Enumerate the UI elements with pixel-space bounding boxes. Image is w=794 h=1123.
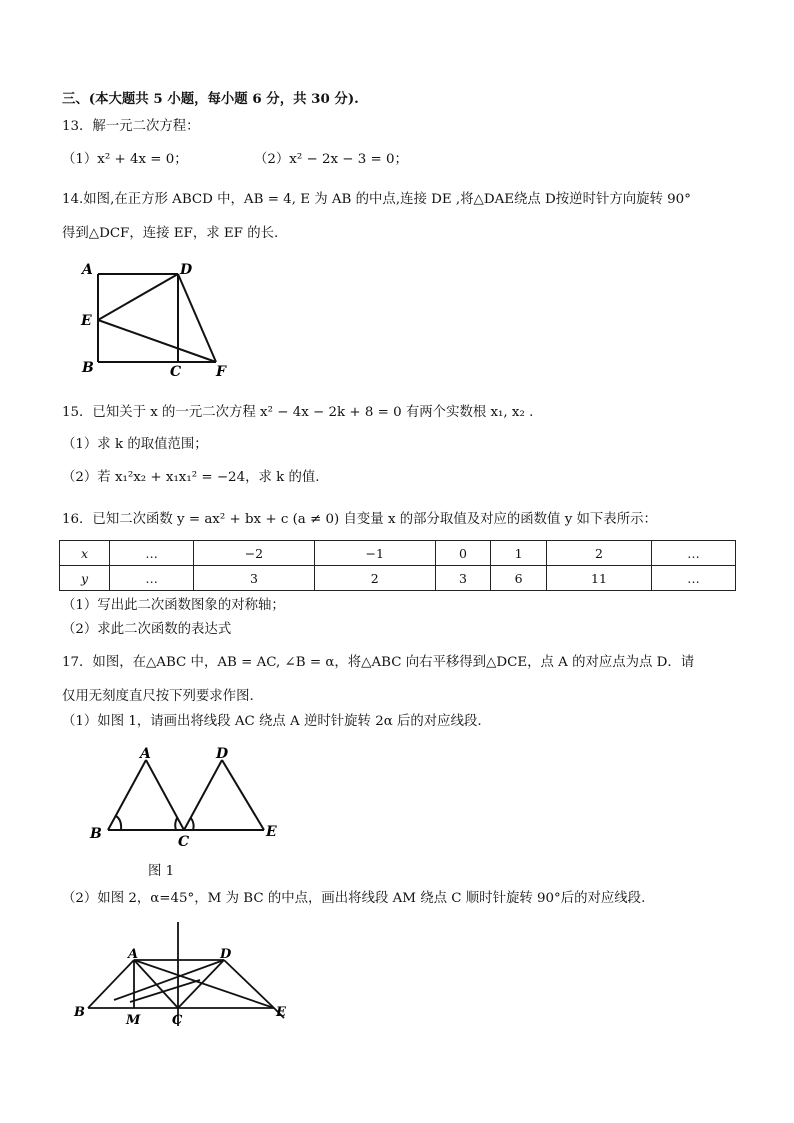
values-table [59,540,736,591]
q15-part2: （2）若 x₁²x₂ + x₁x₁² = −24，求 k 的值. [62,470,320,485]
table-header-x: x [60,541,110,566]
figure1-caption: 图 1 [148,864,175,879]
table-cell: 1 [491,541,547,566]
table-cell: −2 [194,541,315,566]
table-cell: 3 [194,566,315,591]
table-cell: 3 [435,566,491,591]
table-cell: … [652,541,736,566]
q15-stem: 15．已知关于 x 的一元二次方程 x² − 4x − 2k + 8 = 0 有两个实数根 x₁, x₂ . [62,405,534,420]
label-d: D [216,746,229,762]
table-cell: −1 [314,541,435,566]
q17-part1: （1）如图 1，请画出将线段 AC 绕点 A 逆时针旋转 2α 后的对应线段. [62,714,482,729]
label-d: D [180,262,193,278]
table-cell: 11 [546,566,651,591]
q17-figure1 [86,746,286,850]
q14-line2: 得到△DCF，连接 EF，求 EF 的长. [62,226,279,241]
table-cell: … [110,566,194,591]
q14-figure [76,258,246,387]
q17-figure2 [70,920,300,1034]
square-abcd-diagram [76,258,246,383]
label-m: M [126,1013,141,1028]
label-a: A [82,262,93,278]
q13-part1: （1）x² + 4x = 0； [62,152,188,167]
label-b: B [90,826,102,842]
table-cell: 2 [546,541,651,566]
q16-stem: 16．已知二次函数 y = ax² + bx + c (a ≠ 0) 自变量 x 的部分取值及对应的函数值 y 如下表所示： [62,512,657,527]
table-cell: … [652,566,736,591]
label-c: C [172,1013,183,1028]
label-b: B [82,360,94,376]
label-e: E [81,313,92,329]
table-cell: 6 [491,566,547,591]
label-e: E [266,824,277,840]
q17-line2: 仅用无刻度直尺按下列要求作图. [62,689,254,704]
label-f: F [216,364,226,380]
q16-part2: （2）求此二次函数的表达式 [62,622,232,637]
q16-part1: （1）写出此二次函数图象的对称轴； [62,598,285,613]
label-c: C [170,364,182,380]
label-d: D [220,947,232,962]
table-cell: 0 [435,541,491,566]
q17-part2: （2）如图 2，α=45°，M 为 BC 的中点，画出将线段 AM 绕点 C 顺时针旋转 90°后的对应线段. [62,891,646,906]
q13-part2: （2）x² − 2x − 3 = 0； [254,152,408,167]
rotation-construction-diagram [70,920,300,1030]
q17-line1: 17．如图，在△ABC 中，AB = AC, ∠B = α，将△ABC 向右平移得到△DCE，点 A 的对应点为点 D．请 [62,655,695,670]
q13-stem: 13．解一元二次方程： [62,119,200,134]
table-cell: 2 [314,566,435,591]
label-a: A [140,746,151,762]
q15-part1: （1）求 k 的取值范围； [62,437,208,452]
table-row-x [60,541,736,566]
table-row-y [60,566,736,591]
q14-line1: 14.如图,在正方形 ABCD 中，AB = 4, E 为 AB 的中点,连接 DE ,将△DAE绕点 D按逆时针方向旋转 90° [62,192,691,207]
table-cell: … [110,541,194,566]
translated-triangles-diagram [86,746,286,846]
table-header-y: y [60,566,110,591]
label-b: B [74,1005,85,1020]
label-c: C [178,834,190,846]
section-title: 三、(本大题共 5 小题，每小题 6 分，共 30 分). [62,91,359,107]
label-e: E [276,1005,286,1020]
label-a: A [128,947,139,962]
